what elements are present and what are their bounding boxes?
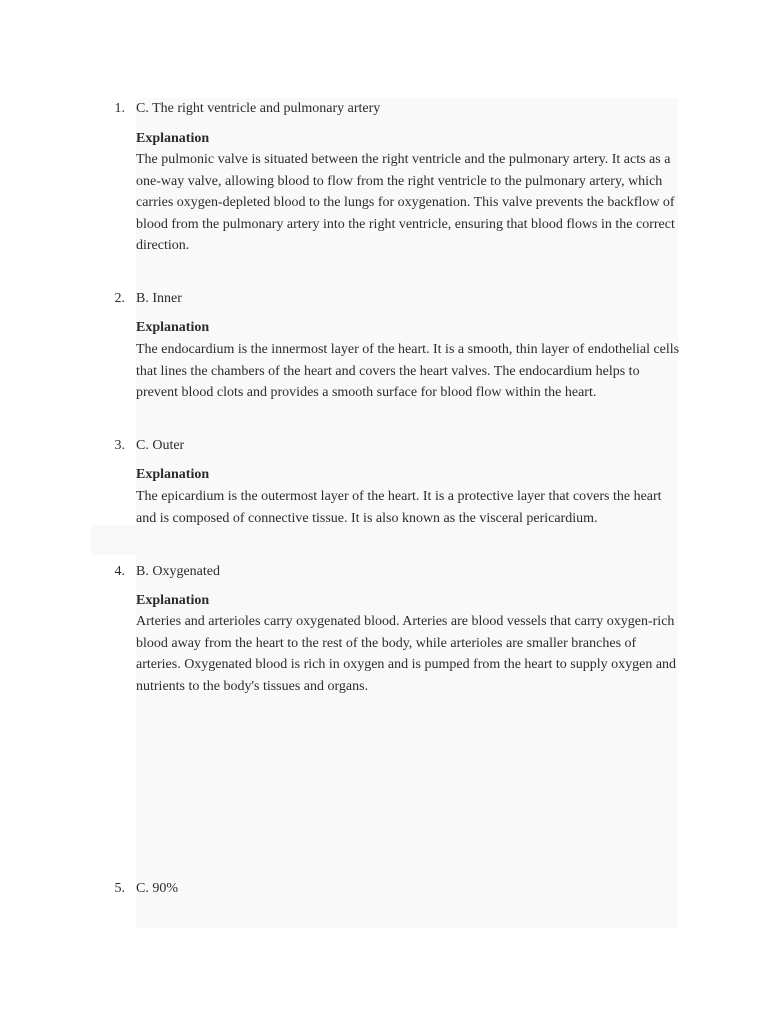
explanation-heading: Explanation [136, 320, 210, 335]
explanation-text: The endocardium is the innermost layer of the heart. It is a smooth, thin layer of endothelial cells that lines the chambers of the heart and covers the heart valves. The endocardium helps to prevent blood clots and provides a smooth surface for blood flow within the heart. [136, 342, 680, 400]
answer-text: C. Outer [136, 438, 185, 453]
answer-text: C. 90% [136, 881, 178, 896]
item-number: 4. [114, 564, 125, 579]
answer-text: B. Inner [136, 291, 182, 306]
answer-text: B. Oxygenated [136, 564, 220, 579]
explanation-heading: Explanation [136, 131, 210, 146]
item-number: 2. [114, 291, 125, 306]
item-number: 1. [114, 101, 125, 116]
content-background-strip [90, 525, 136, 555]
item-number: 3. [114, 438, 125, 453]
explanation-heading: Explanation [136, 593, 210, 608]
explanation-text: The epicardium is the outermost layer of the heart. It is a protective layer that covers the heart and is composed of connective tissue. It is also known as the visceral pericardium. [136, 489, 662, 526]
answer-text: C. The right ventricle and pulmonary artery [136, 101, 381, 116]
explanation-heading: Explanation [136, 467, 210, 482]
item-number: 5. [114, 881, 125, 896]
explanation-text: Arteries and arterioles carry oxygenated blood. Arteries are blood vessels that carry oxygen-rich blood away from the heart to the rest of the body, while arterioles are smaller branches of arteries. Oxygenated blood is rich in oxygen and is pumped from the heart to supply oxygen and nutrients to the body's tissues and organs. [136, 614, 677, 694]
explanation-text: The pulmonic valve is situated between the right ventricle and the pulmonary artery. It acts as a one-way valve, allowing blood to flow from the right ventricle to the pulmonary artery, which carries oxygen-depleted blood to the lungs for oxygenation. This valve prevents the backflow of blood from the pulmonary artery into the right ventricle, ensuring that blood flows in the correct direction. [136, 152, 675, 253]
